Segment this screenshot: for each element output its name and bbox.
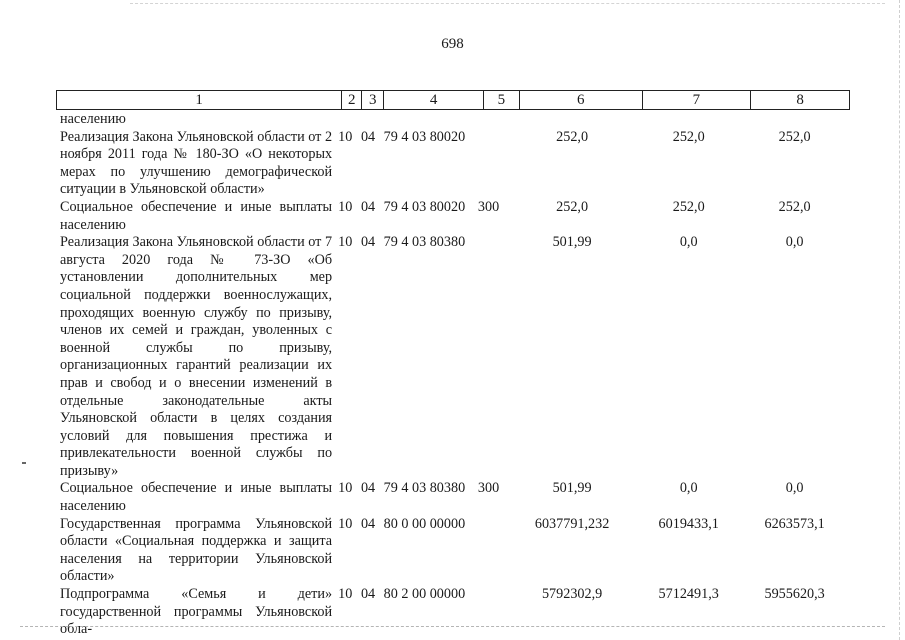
- amount-col-7: 0,0: [679, 480, 698, 497]
- target-article-code: 80 2 00 00000: [383, 586, 466, 603]
- table-row: [60, 199, 850, 234]
- table-body: [60, 111, 850, 639]
- amount-col-6: 252,0: [556, 198, 589, 215]
- amount-col-7: 6019433,1: [658, 515, 719, 532]
- row-description: населению: [60, 111, 126, 127]
- table-row: [60, 129, 850, 199]
- amount-col-6: 5792302,9: [541, 586, 603, 603]
- target-article-code: 79 4 03 80380: [383, 480, 466, 497]
- subsection-code: 04: [360, 480, 376, 497]
- amount-col-8: 5955620,3: [764, 586, 825, 603]
- header-col-2: 2: [342, 91, 362, 109]
- amount-col-6: 6037791,232: [534, 515, 610, 532]
- header-col-3: 3: [362, 91, 384, 109]
- row-description: Реализация Закона Ульяновской области от 2 ноября 2011 года № 180-ЗО «О некоторых мерах по улучшению демографической ситуации в Ульяновской области»: [60, 128, 333, 198]
- subsection-code: 04: [360, 234, 376, 251]
- header-col-4: 4: [384, 91, 484, 109]
- target-article-code: 80 0 00 00000: [383, 515, 466, 532]
- table-row: [60, 234, 850, 480]
- section-code: 10: [338, 480, 353, 497]
- amount-col-6: 501,99: [552, 234, 592, 251]
- row-description: Социальное обеспечение и иные выплаты населению: [60, 480, 333, 515]
- row-description: Государственная программа Ульяновской области «Социальная поддержка и защита населения на территории Ульяновской области»: [60, 515, 333, 585]
- subsection-code: 04: [360, 198, 376, 215]
- scan-right-edge: [899, 0, 901, 640]
- table-row: [60, 516, 850, 586]
- header-col-6: 6: [520, 91, 643, 109]
- amount-col-6: 501,99: [552, 480, 592, 497]
- row-description: Социальное обеспечение и иные выплаты населению: [60, 198, 333, 233]
- table-header-row: [56, 90, 850, 110]
- expense-type-code: 300: [477, 198, 500, 215]
- subsection-code: 04: [360, 128, 376, 145]
- target-article-code: 79 4 03 80020: [383, 198, 466, 215]
- amount-col-8: 0,0: [785, 234, 804, 251]
- page-number: 698: [441, 36, 464, 52]
- header-col-8: 8: [796, 91, 804, 108]
- section-code: 10: [338, 515, 353, 532]
- section-code: 10: [338, 198, 353, 215]
- scan-speck: [22, 462, 26, 464]
- scan-top-edge: [130, 3, 885, 5]
- header-col-5: 5: [484, 91, 520, 109]
- row-description: Подпрограмма «Семья и дети» государственной программы Ульяновской обла-: [60, 586, 333, 638]
- section-code: 10: [338, 234, 353, 251]
- amount-col-8: 6263573,1: [764, 515, 825, 532]
- header-col-1: 1: [57, 91, 342, 109]
- amount-col-7: 252,0: [672, 128, 705, 145]
- subsection-code: 04: [360, 515, 376, 532]
- amount-col-7: 5712491,3: [658, 586, 719, 603]
- target-article-code: 79 4 03 80380: [383, 234, 466, 251]
- table-row: [60, 111, 850, 129]
- scan-bottom-edge: [20, 626, 885, 628]
- amount-col-7: 252,0: [672, 198, 705, 215]
- amount-col-8: 0,0: [785, 480, 804, 497]
- section-code: 10: [338, 128, 353, 145]
- amount-col-8: 252,0: [778, 198, 811, 215]
- table-row: [60, 586, 850, 639]
- section-code: 10: [338, 586, 353, 603]
- row-description: Реализация Закона Ульяновской области от 7 августа 2020 года № 73-ЗО «Об установлении дополнительных мер социальной поддержки военнослужащих, проходящих военную службу по призыву, членов их семей и граждан, уволенных с военной службы по призыву, организационных гарантий реализации их прав и свобод и о внесении изменений в отдельные законодательные акты Ульяновской области в целях создания условий для повышения престижа и привлекательности военной службы по призыву»: [60, 234, 333, 479]
- header-col-7: 7: [643, 91, 752, 109]
- amount-col-7: 0,0: [679, 234, 698, 251]
- table-row: [60, 480, 850, 515]
- target-article-code: 79 4 03 80020: [383, 128, 466, 145]
- amount-col-8: 252,0: [778, 128, 811, 145]
- subsection-code: 04: [360, 586, 376, 603]
- expense-type-code: 300: [477, 480, 500, 497]
- amount-col-6: 252,0: [556, 128, 589, 145]
